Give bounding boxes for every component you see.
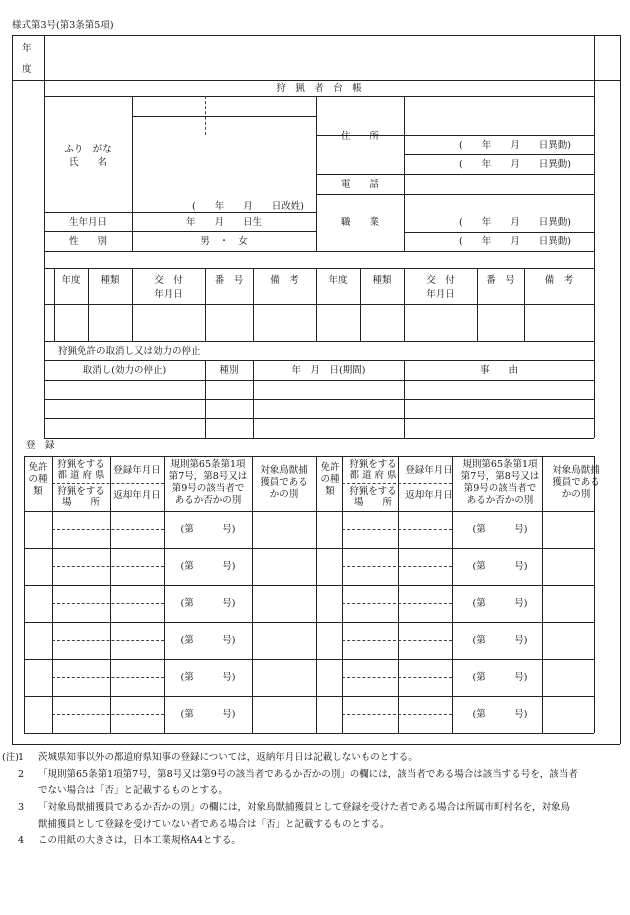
note-item (2, 750, 622, 767)
grid-line (132, 116, 316, 117)
revocation-title: 狩猟免許の取消し又は効力の停止 (58, 346, 201, 357)
grid-line (24, 733, 594, 734)
grid-line (44, 360, 594, 361)
reg-rule-header: 第7号，第8号又は (460, 471, 540, 482)
note-item (10, 767, 622, 800)
sex-label: 性 別 (68, 236, 107, 247)
license-number-header: 番 号 (214, 275, 244, 286)
reg-number-cell: (第 号) (472, 709, 528, 720)
note-number: 2 (18, 768, 25, 780)
year-label: 年 (22, 43, 32, 54)
reg-number-cell: (第 号) (180, 598, 236, 609)
reg-date-header: 登録年月日 (113, 465, 161, 476)
reg-target-header: 対象鳥獣捕 (552, 465, 600, 476)
ledger-title: 狩 猟 者 台 帳 (276, 83, 362, 94)
dashed-line (52, 529, 164, 530)
license-remarks-header: 備 考 (270, 275, 299, 286)
reg-number-cell: (第 号) (472, 672, 528, 683)
grid-line (44, 268, 594, 269)
license-issue-header-2: 年月日 (426, 289, 455, 300)
note-line: 獣捕獲員として登録を受けていない者である場合は「否」と記載するものとする。 (38, 818, 390, 830)
reg-return-date-header: 返却年月日 (113, 490, 161, 501)
phone-label: 電 話 (340, 179, 379, 190)
reg-target-header: 獲員である (552, 477, 600, 488)
reg-place-header: 場 所 (353, 497, 392, 508)
reg-place-header: 場 所 (61, 497, 100, 508)
license-number-header: 番 号 (486, 275, 515, 286)
grid-line (44, 231, 316, 232)
address-label: 住 所 (340, 131, 379, 142)
note-number: 3 (18, 801, 25, 813)
reg-date-header: 登録年月日 (405, 465, 453, 476)
grid-line (44, 380, 594, 381)
reg-license-type-header: 免許 (28, 462, 48, 473)
revocation-col-type: 種別 (219, 365, 239, 376)
reg-number-cell: (第 号) (180, 672, 236, 683)
occupation-label: 職 業 (340, 217, 379, 228)
notes (2, 750, 622, 850)
grid-line (44, 80, 45, 438)
furigana-label: ふり がな (64, 144, 112, 155)
note-item (10, 833, 622, 850)
reg-license-type-header: 類 (325, 486, 335, 497)
address-change-note: ( 年 月 日異動) (459, 159, 571, 170)
revocation-col-date: 年 月 日(期間) (291, 365, 366, 376)
grid-line (594, 35, 595, 80)
reg-license-type-header: 免許 (320, 462, 340, 473)
grid-line (44, 341, 594, 342)
grid-line (44, 35, 45, 80)
reg-number-cell: (第 号) (472, 524, 528, 535)
name-change-note: ( 年 月 日改姓) (192, 201, 304, 212)
dashed-line (205, 96, 206, 135)
grid-line (316, 194, 594, 195)
reg-place-header: 狩猟をする (57, 486, 105, 497)
dashed-line (52, 677, 164, 678)
reg-rule-header: 第9号の該当者で (463, 483, 537, 494)
reg-license-type-header: の種 (28, 474, 48, 485)
grid-line (44, 438, 594, 439)
note-line: 茨城県知事以外の都道府県知事の登録については，返納年月日は記載しないものとする。 (38, 752, 418, 763)
form-id: 様式第3号(第3条第5項) (12, 20, 114, 31)
license-issue-header: 交 付 (426, 275, 455, 286)
grid-line (316, 174, 594, 175)
outer-frame (12, 35, 620, 36)
license-issue-header-2: 年月日 (154, 289, 183, 300)
grid-line (404, 232, 594, 233)
dashed-line (342, 529, 452, 530)
grid-line (404, 154, 594, 155)
sex-value: 男 ・ 女 (200, 236, 248, 247)
reg-target-header: かの別 (561, 489, 591, 500)
outer-frame (620, 35, 621, 744)
reg-rule-header: あるか否かの別 (174, 495, 242, 506)
reg-number-cell: (第 号) (472, 598, 528, 609)
reg-number-cell: (第 号) (180, 524, 236, 535)
dashed-line (52, 603, 164, 604)
license-year-header: 年度 (328, 275, 348, 286)
reg-number-cell: (第 号) (472, 635, 528, 646)
reg-rule-header: 規則第65条第1項 (462, 459, 538, 470)
note-prefix: (注) (2, 752, 19, 763)
license-type-header: 種類 (100, 275, 120, 286)
dashed-line (52, 714, 164, 715)
reg-place-header: 狩猟をする (349, 486, 397, 497)
grid-line (594, 80, 595, 438)
reg-rule-header: 第7号，第8号又は (168, 471, 248, 482)
reg-prefecture-header: 都 道 府 県 (57, 470, 105, 481)
note-number: 4 (18, 835, 25, 847)
reg-target-header: 対象鳥獣捕 (260, 465, 308, 476)
note-number: 1 (18, 752, 25, 763)
dashed-line (342, 483, 452, 484)
outer-frame (12, 744, 620, 745)
grid-line (404, 96, 405, 251)
license-remarks-header: 備 考 (544, 275, 574, 286)
birth-label: 生年月日 (68, 217, 107, 228)
outer-frame (12, 35, 13, 744)
note-item (10, 800, 622, 833)
dashed-line (342, 640, 452, 641)
dashed-line (342, 677, 452, 678)
reg-rule-header: あるか否かの別 (466, 495, 534, 506)
year-label-2: 度 (22, 64, 32, 75)
dashed-line (342, 603, 452, 604)
reg-return-date-header: 返却年月日 (405, 490, 453, 501)
registration-title: 登 録 (26, 440, 55, 451)
note-line: 「規則第65条第1項第7号，第8号又は第9号の該当者であるか否かの別」の欄には，該当者である場合は該当する号を，該当者 (38, 768, 578, 780)
dashed-line (342, 714, 452, 715)
dashed-line (52, 566, 164, 567)
license-year-header: 年度 (61, 275, 81, 286)
reg-rule-header: 第9号の該当者で (171, 483, 245, 494)
grid-line (44, 251, 594, 252)
reg-number-cell: (第 号) (180, 709, 236, 720)
grid-line (44, 399, 594, 400)
occupation-change-note: ( 年 月 日異動) (459, 236, 571, 247)
grid-line (44, 418, 594, 419)
note-line: でない場合は「否」と記載するものとする。 (38, 785, 229, 797)
reg-rule-header: 規則第65条第1項 (170, 459, 246, 470)
birth-value: 年 月 日生 (185, 217, 262, 228)
reg-number-cell: (第 号) (180, 561, 236, 572)
revocation-col-revoke: 取消し(効力の停止) (82, 365, 167, 376)
reg-number-cell: (第 号) (180, 635, 236, 646)
grid-line (44, 304, 594, 305)
reg-number-cell: (第 号) (472, 561, 528, 572)
reg-license-type-header: の種 (320, 474, 340, 485)
occupation-change-note: ( 年 月 日異動) (459, 217, 571, 228)
note-line: この用紙の大きさは，日本工業規格A4とする。 (38, 835, 241, 847)
dashed-line (52, 640, 164, 641)
reg-target-header: 獲員である (260, 477, 308, 488)
dashed-line (342, 566, 452, 567)
name-label: 氏 名 (68, 157, 107, 168)
notes-list (2, 750, 622, 850)
reg-license-type-header: 類 (33, 486, 43, 497)
grid-line (12, 80, 620, 81)
reg-prefecture-header: 狩猟をする (57, 459, 105, 470)
reg-target-header: かの別 (269, 489, 299, 500)
revocation-col-reason: 事 由 (479, 365, 518, 376)
address-change-note: ( 年 月 日異動) (459, 140, 571, 151)
license-issue-header: 交 付 (154, 275, 183, 286)
dashed-line (52, 483, 164, 484)
license-type-header: 種類 (372, 275, 392, 286)
grid-line (44, 96, 594, 97)
note-line: 「対象鳥獣捕獲員であるか否かの別」の欄には，対象鳥獣捕獲員として登録を受けた者である場合は所属市町村名を，対象鳥 (38, 801, 571, 813)
reg-prefecture-header: 都 道 府 県 (349, 470, 397, 481)
reg-prefecture-header: 狩猟をする (349, 459, 397, 470)
